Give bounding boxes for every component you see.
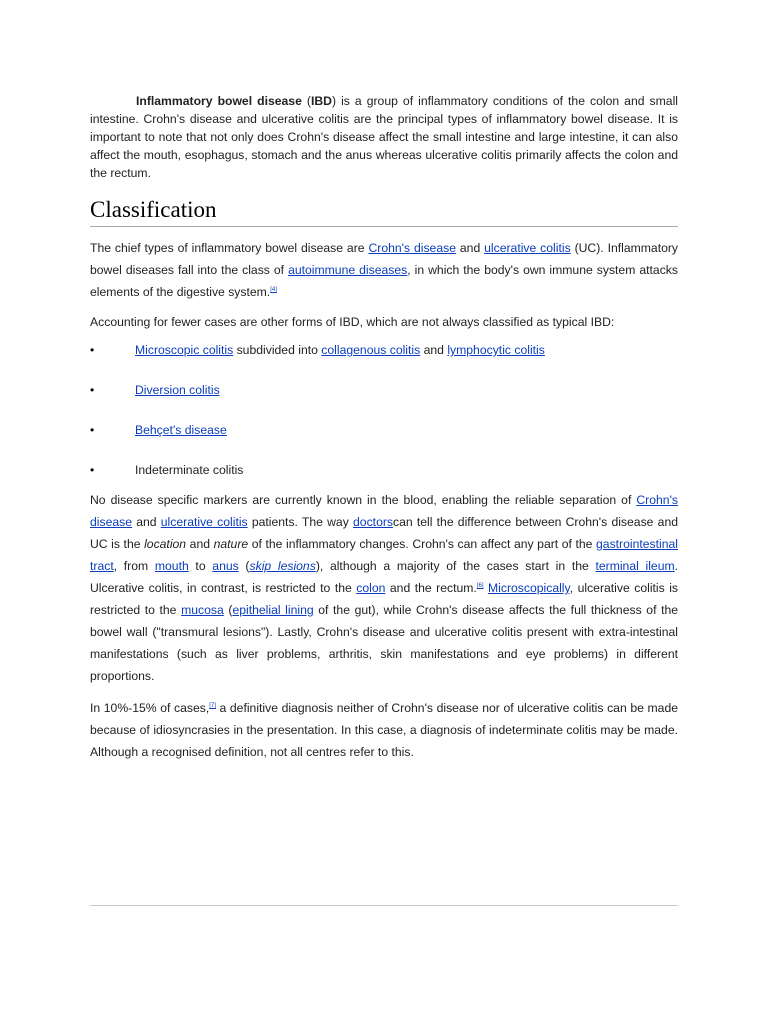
link-mouth[interactable]: mouth xyxy=(154,559,189,573)
text-span: of the gut), while Crohn's disease affects the full thickness of the bowel wall ("transmural lesions"). Lastly, Crohn's disease and ulcerative colitis present with extra-intestinal manifestations (such as liver problems, arthritis, skin manifestations and eye problems) in different proportions. xyxy=(90,603,679,683)
list-item xyxy=(90,381,678,399)
text-span: to xyxy=(188,559,213,573)
intro-abbr-open: ( xyxy=(301,94,311,108)
link-skip-lesions[interactable] xyxy=(250,559,316,573)
classification-paragraph-4 xyxy=(90,697,678,763)
link-doctors[interactable]: doctors xyxy=(353,515,393,529)
text-span: In 10%-15% of cases, xyxy=(90,701,210,715)
intro-abbr: IBD xyxy=(310,94,332,108)
reference-6[interactable]: [6] xyxy=(476,582,484,589)
text-span: , ulcerative colitis is restricted to the xyxy=(90,581,679,617)
text-span: , in which the body's own immune system attacks elements of the digestive system. xyxy=(90,263,678,299)
link-collagenous-colitis[interactable]: collagenous colitis xyxy=(321,343,421,357)
link-ulcerative-colitis[interactable]: ulcerative colitis xyxy=(160,515,248,529)
link-anus[interactable]: anus xyxy=(212,559,239,573)
indeterminate-colitis-text: Indeterminate colitis xyxy=(135,463,244,477)
link-ulcerative-colitis[interactable]: ulcerative colitis xyxy=(484,241,571,255)
text-span: ( xyxy=(223,603,233,617)
list-item xyxy=(90,421,678,439)
reference-4[interactable]: [4] xyxy=(270,286,277,293)
footer-divider xyxy=(90,905,678,906)
classification-paragraph-3 xyxy=(90,489,678,687)
list-item xyxy=(90,341,678,359)
intro-paragraph xyxy=(90,92,678,182)
document-page xyxy=(90,92,678,763)
link-microscopically[interactable]: Microscopically xyxy=(487,581,570,595)
link-terminal-ileum[interactable]: terminal ileum xyxy=(595,559,675,573)
section-heading-classification: Classification xyxy=(90,196,678,227)
bullet: • xyxy=(90,343,95,357)
reference-7[interactable]: [7] xyxy=(209,702,216,709)
text-span: and xyxy=(132,515,161,529)
intro-text: is a group of inflammatory conditions of the colon and small intestine. Crohn's disease and ulcerative colitis are the principal types of inflammatory bowel disease. It is important to note that not only does Crohn's disease affect the small intestine and large intestine, it can also affect the mouth, esophagus, stomach and the anus whereas ulcerative colitis primarily affects the colon and the rectum. xyxy=(90,94,678,180)
link-gastrointestinal-tract[interactable]: gastrointestinal tract xyxy=(90,537,678,573)
emphasis-nature: nature xyxy=(213,537,249,551)
text-span: patients. The way xyxy=(247,515,354,529)
intro-term: Inflammatory bowel disease xyxy=(136,94,302,108)
bullet: • xyxy=(90,383,95,397)
text-span: a definitive diagnosis neither of Crohn's disease nor of ulcerative colitis can be made because of idiosyncrasies in the presentation. In this case, a diagnosis of indeterminate colitis may be made. Although a recognised definition, not all centres refer to this. xyxy=(90,701,678,759)
classification-paragraph-2: Accounting for fewer cases are other forms of IBD, which are not always classified as typical IBD: xyxy=(90,315,615,329)
text-span: of the inflammatory changes. Crohn's can affect any part of the xyxy=(248,537,597,551)
link-lymphocytic-colitis[interactable]: lymphocytic colitis xyxy=(447,343,545,357)
text-span: The chief types of inflammatory bowel disease are xyxy=(90,241,369,255)
classification-paragraph-1 xyxy=(90,237,678,303)
link-colon[interactable]: colon xyxy=(356,581,386,595)
text-span: and xyxy=(420,343,448,357)
bullet: • xyxy=(90,463,95,477)
text-span: . Ulcerative colitis, in contrast, is restricted to the xyxy=(90,559,679,595)
link-diversion-colitis[interactable]: Diversion colitis xyxy=(135,383,220,397)
bullet: • xyxy=(90,423,95,437)
link-microscopic-colitis[interactable]: Microscopic colitis xyxy=(135,343,234,357)
link-mucosa[interactable]: mucosa xyxy=(181,603,224,617)
link-behcets-disease[interactable]: Behçet's disease xyxy=(135,423,227,437)
text-span: , from xyxy=(113,559,155,573)
intro-abbr-close: ) xyxy=(331,94,337,108)
text-span: (UC). Inflammatory bowel diseases fall into the class of xyxy=(90,241,679,277)
text-span: No disease specific markers are currently known in the blood, enabling the reliable separation of xyxy=(90,493,637,507)
list-item xyxy=(90,461,678,479)
emphasis-location: location xyxy=(144,537,187,551)
text-span: ( xyxy=(238,559,250,573)
text-span: and the rectum. xyxy=(385,581,477,595)
text-span: and xyxy=(186,537,214,551)
skip-lesions-text: skip lesions xyxy=(249,559,316,573)
text-span: subdivided into xyxy=(233,343,322,357)
text-span: and xyxy=(455,241,485,255)
link-epithelial-lining[interactable]: epithelial lining xyxy=(232,603,314,617)
text-span: can tell the difference between Crohn's disease and UC is the xyxy=(90,515,679,551)
link-autoimmune-diseases[interactable]: autoimmune diseases xyxy=(288,263,408,277)
link-crohns-disease[interactable]: Crohn's disease xyxy=(90,493,678,529)
link-crohns-disease[interactable]: Crohn's disease xyxy=(368,241,456,255)
text-span: ), although a majority of the cases start in the xyxy=(315,559,596,573)
ibd-forms-list xyxy=(90,341,678,479)
